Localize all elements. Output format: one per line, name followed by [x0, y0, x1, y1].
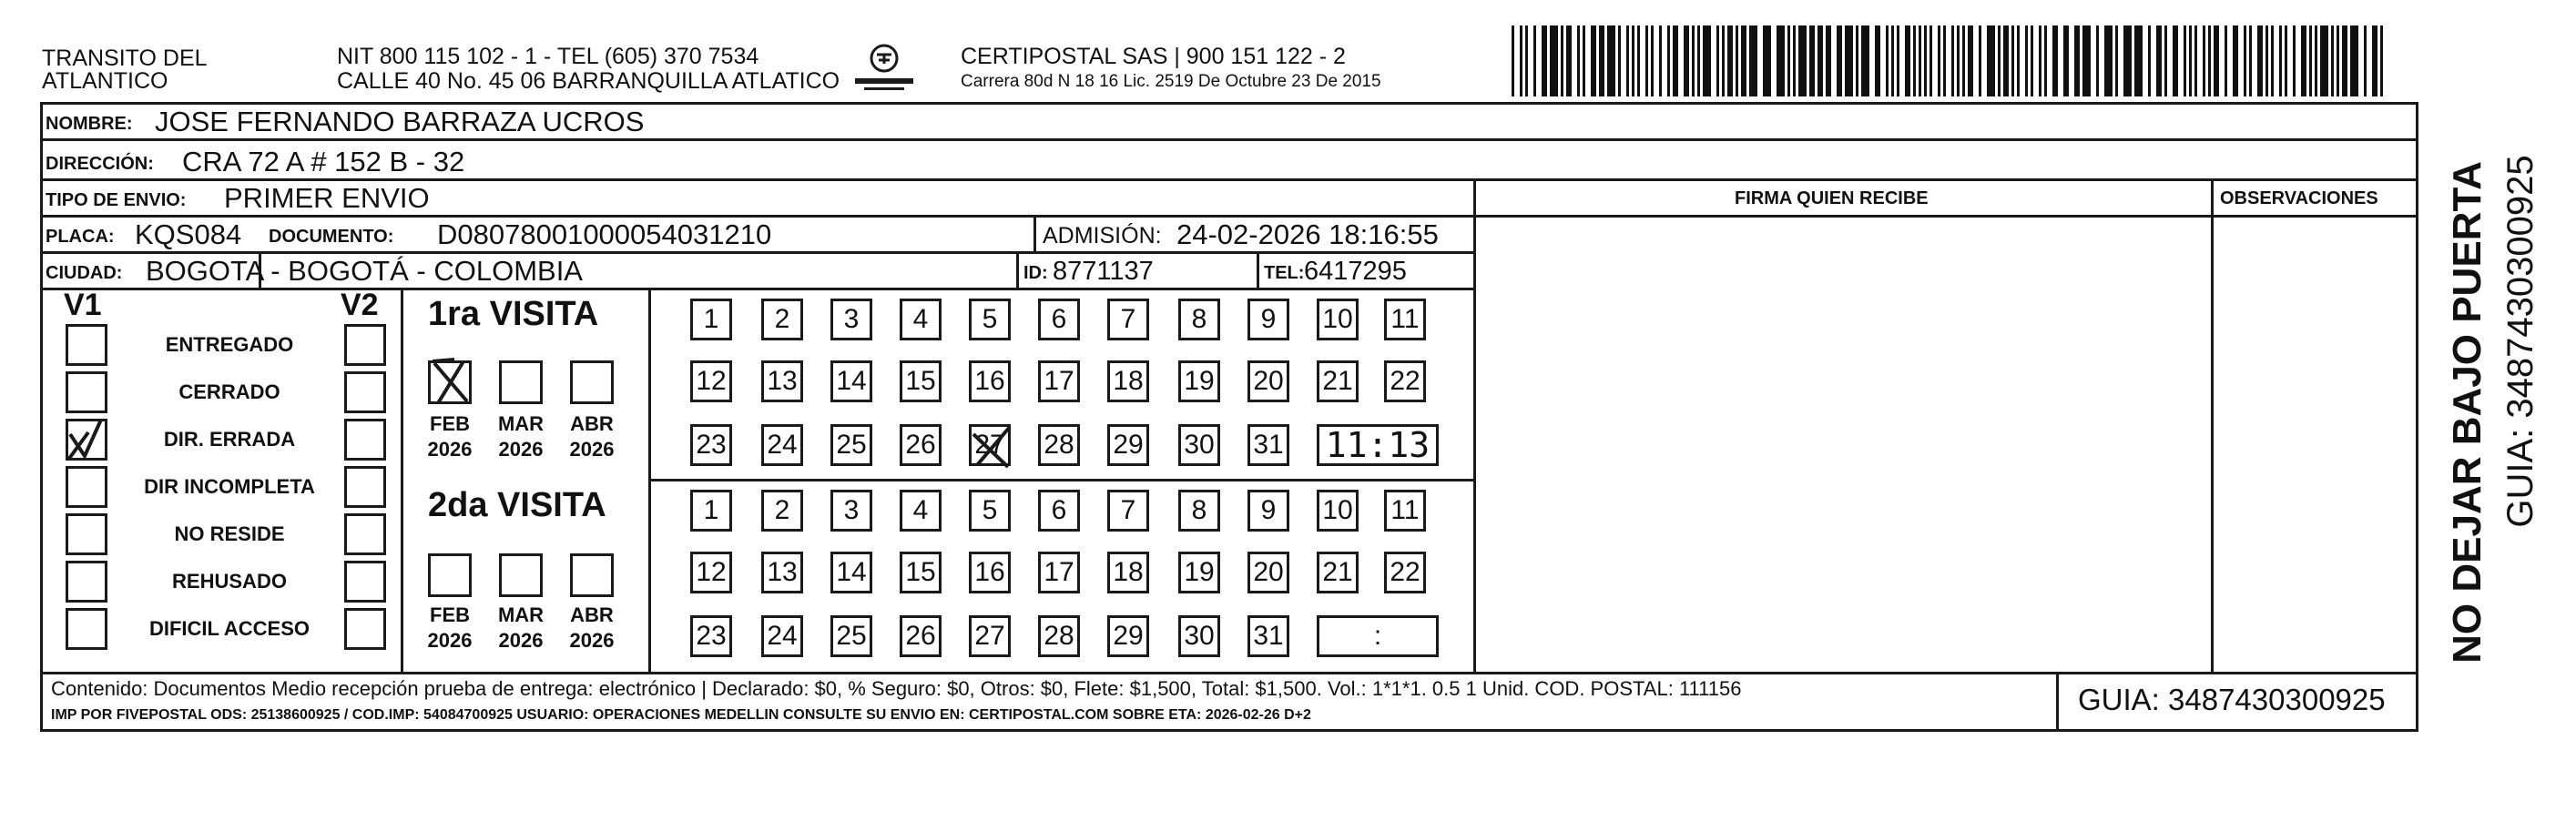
v2-checkbox-rehusado[interactable] — [344, 561, 386, 603]
visit2-day-24[interactable]: 24 — [761, 615, 803, 657]
visit1-day-17[interactable]: 17 — [1038, 360, 1080, 402]
visit2-month-mar: MAR 2026 — [497, 603, 545, 652]
visit2-day-10[interactable]: 10 — [1317, 490, 1359, 532]
visit1-day-3[interactable]: 3 — [830, 299, 872, 340]
status-label-no-reside: NO RESIDE — [174, 522, 285, 545]
status-label-cerrado: CERRADO — [178, 380, 280, 403]
visit1-day-27[interactable]: 27 — [969, 424, 1011, 466]
v1-header: V1 — [64, 288, 102, 322]
visit1-day-2[interactable]: 2 — [761, 299, 803, 340]
visit1-day-11[interactable]: 11 — [1384, 299, 1426, 340]
status-label-rehusado: REHUSADO — [172, 570, 287, 593]
visit2-day-22[interactable]: 22 — [1384, 552, 1426, 593]
status-label-dificil-acceso: DIFICIL ACCESO — [148, 617, 310, 640]
v2-checkbox-entregado[interactable] — [344, 324, 386, 366]
ciudad-value: BOGOTA - BOGOTÁ - COLOMBIA — [146, 255, 583, 287]
visit2-day-2[interactable]: 2 — [761, 490, 803, 532]
visit1-day-12[interactable]: 12 — [690, 360, 732, 402]
status-label-dir-errada: DIR. ERRADA — [163, 428, 296, 451]
v2-header: V2 — [341, 288, 379, 322]
visit2-day-27[interactable]: 27 — [969, 615, 1011, 657]
ciudad-label: CIUDAD: — [46, 263, 123, 283]
v1-checkbox-dir-incompleta[interactable] — [66, 466, 107, 508]
visit1-day-21[interactable]: 21 — [1317, 360, 1359, 402]
visit2-day-16[interactable]: 16 — [969, 552, 1011, 593]
visit1-day-20[interactable]: 20 — [1247, 360, 1289, 402]
nombre-label: NOMBRE: — [46, 114, 133, 134]
v1-checkbox-rehusado[interactable] — [66, 561, 107, 603]
visit2-day-29[interactable]: 29 — [1107, 615, 1149, 657]
visit2-day-8[interactable]: 8 — [1178, 490, 1220, 532]
admision-label: ADMISIÓN: — [1043, 223, 1162, 248]
v1-checkbox-dificil-acceso[interactable] — [66, 608, 107, 650]
visit1-day-13[interactable]: 13 — [761, 360, 803, 402]
visit2-day-4[interactable]: 4 — [900, 490, 942, 532]
v1-checkbox-entregado[interactable] — [66, 324, 107, 366]
sender-nit: NIT 800 115 102 - 1 - TEL (605) 370 7534 — [337, 44, 759, 69]
visit1-day-23[interactable]: 23 — [690, 424, 732, 466]
visit2-day-11[interactable]: 11 — [1384, 490, 1426, 532]
firma-header: FIRMA QUIEN RECIBE — [1735, 188, 1929, 208]
visit2-time-box[interactable]: : — [1317, 615, 1439, 657]
barcode — [1512, 25, 2395, 98]
visit1-day-30[interactable]: 30 — [1178, 424, 1220, 466]
status-label-entregado: ENTREGADO — [165, 333, 294, 356]
visit2-day-15[interactable]: 15 — [900, 552, 942, 593]
v2-checkbox-dir-errada[interactable] — [344, 419, 386, 461]
visit1-day-9[interactable]: 9 — [1247, 299, 1289, 340]
visit1-day-19[interactable]: 19 — [1178, 360, 1220, 402]
visit2-month-box-feb[interactable] — [428, 553, 472, 597]
v1-checkbox-no-reside[interactable] — [66, 513, 107, 555]
v1-checkbox-cerrado[interactable] — [66, 371, 107, 413]
visit1-month-abr: ABR 2026 — [569, 412, 615, 461]
sender-name-line1: TRANSITO DEL — [42, 46, 208, 71]
side-guia: GUIA: 3487430300925 — [2500, 155, 2540, 528]
visit2-day-30[interactable]: 30 — [1178, 615, 1220, 657]
visit2-day-1[interactable]: 1 — [690, 490, 732, 532]
visit2-day-19[interactable]: 19 — [1178, 552, 1220, 593]
placa-label: PLACA: — [46, 227, 115, 247]
documento-label: DOCUMENTO: — [269, 227, 394, 247]
v2-checkbox-no-reside[interactable] — [344, 513, 386, 555]
visit1-time-box[interactable]: 11:13 — [1317, 424, 1439, 466]
visit1-day-14[interactable]: 14 — [830, 360, 872, 402]
visit2-month-feb: FEB 2026 — [427, 603, 473, 652]
visit1-day-16[interactable]: 16 — [969, 360, 1011, 402]
visit1-day-18[interactable]: 18 — [1107, 360, 1149, 402]
v2-checkbox-cerrado[interactable] — [344, 371, 386, 413]
visit2-month-box-abr[interactable] — [570, 553, 614, 597]
tel-label: TEL: — [1264, 263, 1305, 283]
courier-license: Carrera 80d N 18 16 Lic. 2519 De Octubre 23 De 2015 — [961, 72, 1381, 91]
visit1-day-29[interactable]: 29 — [1107, 424, 1149, 466]
id-value: 8771137 — [1053, 257, 1154, 286]
visit1-month-box-mar[interactable] — [499, 360, 543, 404]
visit2-day-9[interactable]: 9 — [1247, 490, 1289, 532]
visit1-day-28[interactable]: 28 — [1038, 424, 1080, 466]
visit1-title: 1ra VISITA — [428, 295, 599, 333]
visit2-day-3[interactable]: 3 — [830, 490, 872, 532]
visit1-day-1[interactable]: 1 — [690, 299, 732, 340]
v2-checkbox-dir-incompleta[interactable] — [344, 466, 386, 508]
footer-impresion: IMP POR FIVEPOSTAL ODS: 25138600925 / COD.IMP: 54084700925 USUARIO: OPERACIONES MEDELLIN CONSULTE SU ENVIO EN: CERTIPOSTAL.COM SOBRE ETA: 2026-02-26 D+2 — [51, 707, 1311, 723]
visit2-day-18[interactable]: 18 — [1107, 552, 1149, 593]
visit2-day-25[interactable]: 25 — [830, 615, 872, 657]
sender-name-line2: ATLANTICO — [42, 68, 168, 94]
visit2-day-6[interactable]: 6 — [1038, 490, 1080, 532]
visit2-month-abr: ABR 2026 — [569, 603, 615, 652]
visit2-month-box-mar[interactable] — [499, 553, 543, 597]
tipo-envio-label: TIPO DE ENVIO: — [46, 190, 187, 210]
tel-value: 6417295 — [1304, 257, 1407, 286]
status-label-dir-incompleta: DIR INCOMPLETA — [144, 475, 315, 498]
visit2-day-17[interactable]: 17 — [1038, 552, 1080, 593]
visit1-month-feb: FEB 2026 — [427, 412, 473, 461]
observaciones-header: OBSERVACIONES — [2220, 188, 2378, 208]
cross-mark-icon — [966, 421, 1017, 472]
direccion-value: CRA 72 A # 152 B - 32 — [182, 146, 465, 177]
visit1-day-7[interactable]: 7 — [1107, 299, 1149, 340]
visit1-day-31[interactable]: 31 — [1247, 424, 1289, 466]
visit1-day-4[interactable]: 4 — [900, 299, 942, 340]
footer-contenido: Contenido: Documentos Medio recepción prueba de entrega: electrónico | Declarado: $0, % Seguro: $0, Otros: $0, Flete: $1,500, Total: $1,500. Vol.: 1*1*1. 0.5 1 Unid. COD. POSTAL: 111156 — [51, 677, 1742, 700]
visit2-day-21[interactable]: 21 — [1317, 552, 1359, 593]
direccion-label: DIRECCIÓN: — [46, 154, 154, 174]
v1-checkbox-dir-errada[interactable] — [66, 419, 107, 461]
visit2-day-26[interactable]: 26 — [900, 615, 942, 657]
visit1-month-box-abr[interactable] — [570, 360, 614, 404]
visit2-day-12[interactable]: 12 — [690, 552, 732, 593]
admision-value: 24-02-2026 18:16:55 — [1176, 218, 1439, 250]
visit2-day-20[interactable]: 20 — [1247, 552, 1289, 593]
visit1-month-box-feb[interactable] — [428, 360, 472, 404]
visit1-month-mar: MAR 2026 — [497, 412, 545, 461]
id-label: ID: — [1023, 263, 1048, 283]
visit1-day-24[interactable]: 24 — [761, 424, 803, 466]
footer-guia: GUIA: 3487430300925 — [2078, 683, 2386, 716]
visit2-day-31[interactable]: 31 — [1247, 615, 1289, 657]
check-mark-icon — [61, 414, 116, 465]
visit2-day-23[interactable]: 23 — [690, 615, 732, 657]
v2-checkbox-dificil-acceso[interactable] — [344, 608, 386, 650]
visit1-day-22[interactable]: 22 — [1384, 360, 1426, 402]
visit1-day-26[interactable]: 26 — [900, 424, 942, 466]
courier-name: CERTIPOSTAL SAS | 900 151 122 - 2 — [961, 44, 1346, 69]
no-dejar-bajo-puerta: NO DEJAR BAJO PUERTA — [2445, 161, 2489, 664]
visit1-day-10[interactable]: 10 — [1317, 299, 1359, 340]
visit2-title: 2da VISITA — [428, 486, 606, 524]
visit2-day-5[interactable]: 5 — [969, 490, 1011, 532]
visit2-day-14[interactable]: 14 — [830, 552, 872, 593]
sender-address: CALLE 40 No. 45 06 BARRANQUILLA ATLATICO — [337, 68, 840, 94]
visit1-day-6[interactable]: 6 — [1038, 299, 1080, 340]
visit2-day-7[interactable]: 7 — [1107, 490, 1149, 532]
visit1-day-25[interactable]: 25 — [830, 424, 872, 466]
placa-value: KQS084 — [135, 218, 242, 250]
check-mark-icon — [427, 356, 474, 407]
documento-value: D08078001000054031210 — [437, 218, 772, 250]
tipo-envio-value: PRIMER ENVIO — [224, 182, 430, 214]
certipostal-logo — [851, 42, 917, 93]
visit2-day-13[interactable]: 13 — [761, 552, 803, 593]
visit1-day-15[interactable]: 15 — [900, 360, 942, 402]
visit1-day-8[interactable]: 8 — [1178, 299, 1220, 340]
visit2-day-28[interactable]: 28 — [1038, 615, 1080, 657]
nombre-value: JOSE FERNANDO BARRAZA UCROS — [155, 106, 645, 137]
visit1-day-5[interactable]: 5 — [969, 299, 1011, 340]
